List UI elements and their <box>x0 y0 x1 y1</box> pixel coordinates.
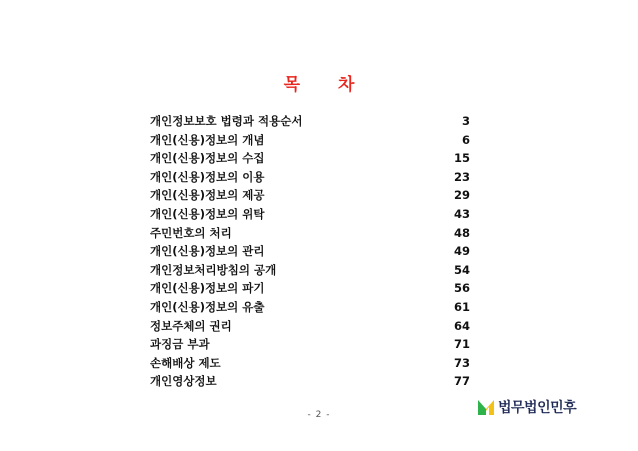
toc-entry-page: 6 <box>461 132 470 147</box>
toc-entry-page: 48 <box>453 225 470 240</box>
toc-entry <box>150 261 470 280</box>
toc-entry-page: 77 <box>453 374 470 389</box>
page-number: - 2 - <box>307 410 331 420</box>
toc-entry-title: 개인(신용)정보의 관리 <box>150 244 265 259</box>
toc-entry-title: 정보주체의 권리 <box>150 318 232 333</box>
m-logo-icon <box>477 398 495 416</box>
toc-entry <box>150 354 470 373</box>
toc-entry-page: 73 <box>453 355 470 370</box>
toc-entry-title: 개인(신용)정보의 제공 <box>150 188 265 203</box>
toc-entry <box>150 186 470 205</box>
toc-entry-title: 개인(신용)정보의 파기 <box>150 281 265 296</box>
toc-entry <box>150 205 470 224</box>
toc-entry-page: 61 <box>453 299 470 314</box>
toc-entry-title: 개인정보처리방침의 공개 <box>150 262 277 277</box>
toc-entry-page: 49 <box>453 244 470 259</box>
toc-entry-page: 23 <box>453 169 470 184</box>
toc-entry-title: 개인정보보호 법령과 적용순서 <box>150 114 303 128</box>
toc-entry-page: 64 <box>453 318 470 333</box>
toc-entry <box>150 317 470 336</box>
toc-entry-title: 개인(신용)정보의 수집 <box>150 151 265 166</box>
toc-entry-page: 71 <box>453 337 470 352</box>
table-of-contents <box>150 112 470 391</box>
page-title <box>0 70 638 95</box>
toc-entry-title: 개인(신용)정보의 개념 <box>150 132 265 147</box>
toc-entry <box>150 149 470 168</box>
toc-entry-title: 과징금 부과 <box>150 337 210 352</box>
toc-entry <box>150 131 470 150</box>
toc-entry-title: 주민번호의 처리 <box>150 225 232 240</box>
toc-entry <box>150 242 470 261</box>
toc-entry <box>150 279 470 298</box>
toc-entry-title: 개인(신용)정보의 이용 <box>150 169 265 184</box>
toc-entry-page: 54 <box>453 262 470 277</box>
logo-text: 법무법인민후 <box>498 400 577 416</box>
toc-entry-title: 개인(신용)정보의 위탁 <box>150 206 265 221</box>
toc-entry <box>150 112 470 131</box>
title-char-2: 차 <box>338 75 355 95</box>
toc-entry-title: 개인(신용)정보의 유출 <box>150 299 265 314</box>
title-char-1: 목 <box>283 75 300 95</box>
firm-logo <box>477 396 576 418</box>
toc-entry <box>150 335 470 354</box>
toc-entry-title: 개인영상정보 <box>150 374 217 389</box>
toc-entry <box>150 298 470 317</box>
toc-entry-page: 29 <box>453 188 470 203</box>
toc-entry-title: 손해배상 제도 <box>150 355 221 370</box>
toc-entry-page: 56 <box>453 281 470 296</box>
toc-entry-page: 43 <box>453 206 470 221</box>
toc-entry-page: 3 <box>461 114 470 128</box>
toc-entry-page: 15 <box>453 151 470 166</box>
toc-entry <box>150 168 470 187</box>
toc-entry <box>150 224 470 243</box>
toc-entry <box>150 372 470 391</box>
